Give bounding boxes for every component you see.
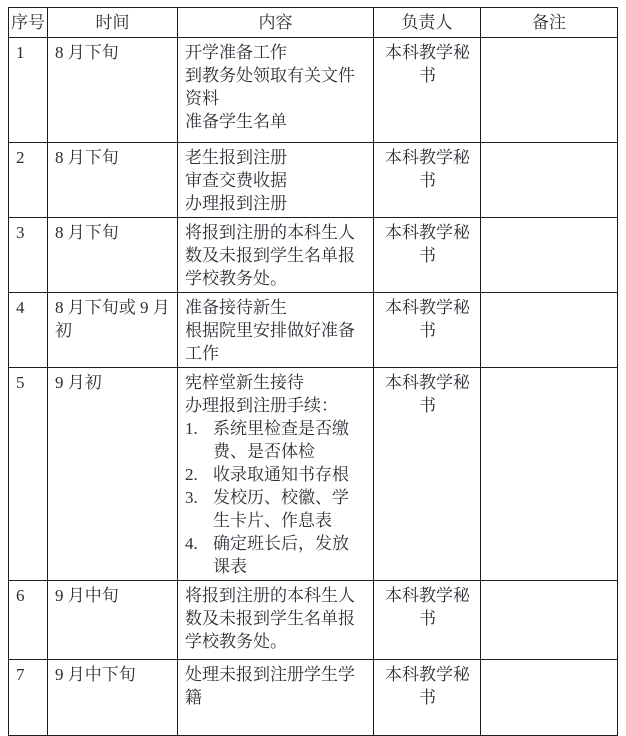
list-item-text: 收录取通知书存根 [213, 465, 349, 484]
cell-owner: 本科教学秘书 [374, 581, 481, 660]
cell-owner: 本科教学秘书 [374, 218, 481, 293]
time-line: 9 月初 [55, 373, 102, 392]
column-header-owner: 负责人 [374, 8, 481, 38]
content-line: 准备接待新生 [185, 298, 287, 317]
cell-owner: 本科教学秘书 [374, 368, 481, 581]
list-number: 1. [185, 419, 198, 438]
document-page [8, 7, 618, 736]
list-number: 3. [185, 488, 198, 507]
content-line: 根据院里安排做好准备 [185, 321, 355, 340]
cell-note [481, 368, 618, 581]
content-line: 宪梓堂新生接待 [185, 373, 304, 392]
cell-note [481, 143, 618, 218]
list-number: 4. [185, 534, 198, 553]
cell-content [178, 38, 374, 143]
cell-content [178, 660, 374, 736]
cell-time [48, 218, 178, 293]
content-line: 开学准备工作 [185, 43, 287, 62]
content-line: 生卡片、作息表 [213, 511, 332, 530]
cell-note [481, 38, 618, 143]
table-header [9, 8, 618, 38]
table-row [9, 368, 618, 581]
cell-content [178, 143, 374, 218]
table-row [9, 143, 618, 218]
list-item-text: 确定班长后，发放 [213, 534, 349, 553]
content-line: 将报到注册的本科生人 [185, 586, 355, 605]
content-line: 处理未报到注册学生学 [185, 665, 355, 684]
cell-time [48, 38, 178, 143]
list-item-text: 系统里检查是否缴 [213, 419, 349, 438]
cell-note [481, 293, 618, 368]
time-line: 9 月中旬 [55, 586, 119, 605]
cell-owner: 本科教学秘书 [374, 293, 481, 368]
cell-time [48, 293, 178, 368]
cell-time [48, 143, 178, 218]
table-row [9, 581, 618, 660]
cell-content [178, 293, 374, 368]
content-line: 课表 [213, 557, 247, 576]
content-list-item [185, 532, 367, 555]
cell-seq-number: 4 [9, 293, 48, 368]
header-row [9, 8, 618, 38]
cell-content [178, 368, 374, 581]
content-line: 资料 [185, 89, 219, 108]
column-header-time: 时间 [48, 8, 178, 38]
table-body [9, 38, 618, 736]
cell-time [48, 368, 178, 581]
content-line: 办理报到注册 [185, 194, 287, 213]
list-number: 2. [185, 465, 198, 484]
content-line: 费、是否体检 [213, 442, 315, 461]
column-header-content: 内容 [178, 8, 374, 38]
time-line: 9 月中下旬 [55, 665, 136, 684]
content-line: 办理报到注册手续： [185, 396, 338, 415]
table-row [9, 660, 618, 736]
cell-content [178, 218, 374, 293]
cell-seq-number: 2 [9, 143, 48, 218]
content-line: 学校教务处。 [185, 632, 287, 651]
time-line: 8 月下旬或 9 月 [55, 298, 170, 317]
cell-note [481, 581, 618, 660]
content-list-item [185, 486, 367, 509]
table-row [9, 293, 618, 368]
table-row [9, 38, 618, 143]
content-line: 学校教务处。 [185, 269, 287, 288]
column-header-num: 序号 [9, 8, 48, 38]
time-line: 8 月下旬 [55, 148, 119, 167]
content-line: 籍 [185, 688, 202, 707]
content-list-item [185, 417, 367, 440]
cell-seq-number: 7 [9, 660, 48, 736]
table-row [9, 218, 618, 293]
cell-note [481, 660, 618, 736]
time-line: 8 月下旬 [55, 223, 119, 242]
content-line: 工作 [185, 344, 219, 363]
content-line: 准备学生名单 [185, 112, 287, 131]
cell-note [481, 218, 618, 293]
content-line: 到教务处领取有关文件 [185, 66, 355, 85]
cell-seq-number: 3 [9, 218, 48, 293]
content-line: 审查交费收据 [185, 171, 287, 190]
time-line: 初 [55, 321, 72, 340]
content-line: 数及未报到学生名单报 [185, 609, 355, 628]
list-item-text: 发校历、校徽、学 [213, 488, 349, 507]
cell-content [178, 581, 374, 660]
cell-seq-number: 1 [9, 38, 48, 143]
cell-time [48, 660, 178, 736]
cell-seq-number: 6 [9, 581, 48, 660]
column-header-note: 备注 [481, 8, 618, 38]
cell-owner: 本科教学秘书 [374, 143, 481, 218]
schedule-table [8, 7, 618, 736]
cell-time [48, 581, 178, 660]
cell-owner: 本科教学秘书 [374, 660, 481, 736]
content-list-item [185, 463, 367, 486]
time-line: 8 月下旬 [55, 43, 119, 62]
cell-seq-number: 5 [9, 368, 48, 581]
content-line: 老生报到注册 [185, 148, 287, 167]
cell-owner: 本科教学秘书 [374, 38, 481, 143]
content-line: 数及未报到学生名单报 [185, 246, 355, 265]
content-line: 将报到注册的本科生人 [185, 223, 355, 242]
